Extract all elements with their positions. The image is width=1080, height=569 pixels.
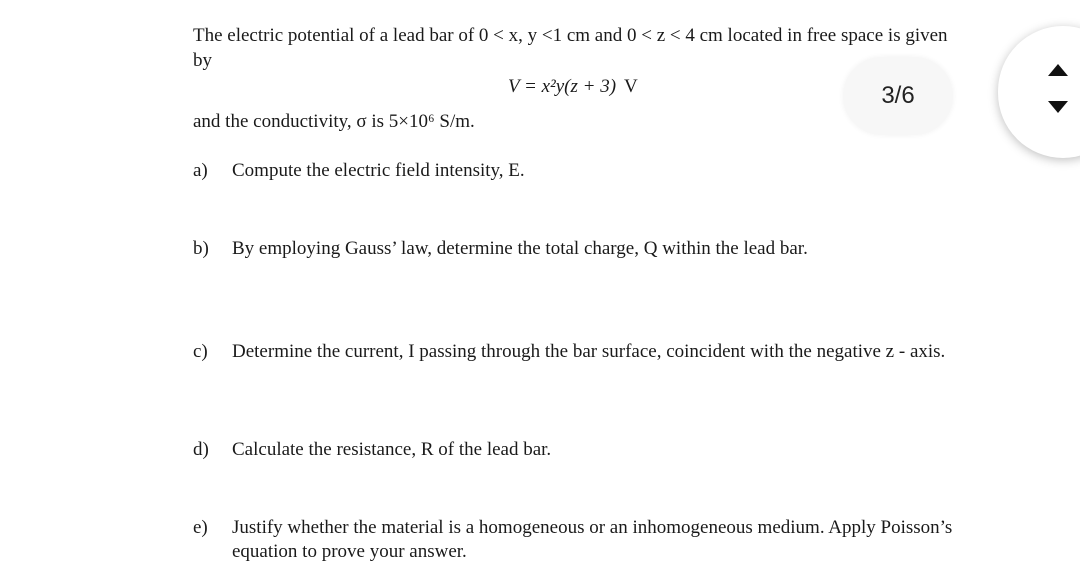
question-letter: d) [193, 439, 209, 460]
problem-intro: The electric potential of a lead bar of 0 < x, y <1 cm and 0 < z < 4 cm located in free space is given by [193, 25, 948, 71]
question-text: Determine the current, I passing through the bar surface, coincident with the negative z - axis. [232, 341, 946, 362]
question-b [193, 237, 983, 261]
question-text: Compute the electric field intensity, E. [232, 160, 525, 181]
question-d [193, 438, 983, 462]
conductivity-statement: and the conductivity, σ is 5×10⁶ S/m. [193, 111, 475, 132]
potential-equation [508, 76, 638, 98]
equation-expression: V = x²y(z + 3) [508, 76, 617, 97]
previous-page-button[interactable] [1036, 54, 1080, 84]
question-text: Calculate the resistance, R of the lead bar. [232, 439, 552, 460]
question-letter: a) [193, 160, 208, 181]
question-letter: c) [193, 341, 208, 362]
question-c [193, 340, 983, 364]
question-letter: b) [193, 238, 209, 259]
page-indicator: 3/6 [843, 57, 953, 135]
question-text: Justify whether the material is a homogeneous or an inhomogeneous medium. Apply Poisson’s equation to prove your answer. [232, 517, 953, 562]
equation-unit: V [624, 76, 638, 97]
next-page-button[interactable] [1036, 92, 1080, 122]
question-letter: e) [193, 517, 208, 538]
question-a [193, 159, 983, 183]
question-e [193, 516, 983, 564]
question-text: By employing Gauss’ law, determine the total charge, Q within the lead bar. [232, 238, 808, 259]
